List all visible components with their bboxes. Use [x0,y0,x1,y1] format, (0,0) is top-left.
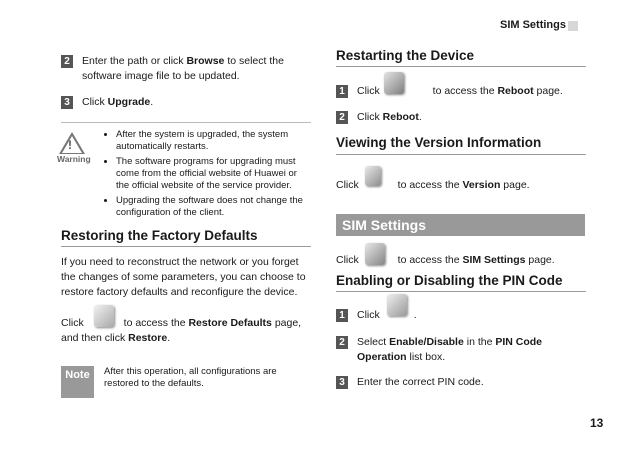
text-bold: SIM Settings [462,254,526,266]
click-word: Click [357,309,380,321]
page-number: 13 [590,416,604,430]
section-heading: Viewing the Version Information [336,135,542,150]
version-click-text [336,178,530,193]
warning-icon: ! [57,132,87,164]
step-number-badge: 2 [61,55,73,68]
section-heading: Restarting the Device [336,48,475,63]
text-post: page, [271,317,302,329]
section-heading: Restoring the Factory Defaults [61,228,258,243]
heading-rule [336,154,586,155]
text-bold: Restore Defaults [188,317,272,329]
paragraph-line: restore factory defaults and reconfigure the device. [61,286,298,298]
step-number-badge: 3 [336,376,348,389]
heading-rule [61,246,311,247]
step-text [82,54,284,84]
text-post: . [413,309,417,321]
click-word: Click [336,254,359,266]
step-number-badge: 2 [336,111,348,124]
step-text-pre: Enter the path or click [82,55,187,67]
step-text [357,110,422,125]
text-mid: to access the [394,179,463,191]
step-text-post: . [150,96,154,108]
text-bold: PIN Code [495,336,543,348]
warning-bullet: • After the system is upgraded, the system automatically restarts. [116,129,309,153]
text-post: page. [500,179,530,191]
step-text-line2: software image file to be updated. [82,70,240,82]
text-bold: Restore [128,332,168,344]
step-text [357,308,417,323]
text-pre: Click [357,111,383,123]
step-number-badge: 2 [336,336,348,349]
paragraph-line: If you need to reconstruct the network or you forget [61,256,299,268]
paragraph-line: the changes of some parameters, you can choose to [61,271,306,283]
text-post: page. [533,85,563,97]
step-text-post: to select the [224,55,284,67]
warning-bullet: • Upgrading the software does not change the configuration of the client. [116,195,309,219]
sim-click-text [336,253,555,268]
text-bold: Reboot [382,111,419,123]
text-bold: Version [462,179,501,191]
step-text [357,84,563,99]
step-text-bold: Upgrade [107,96,151,108]
warning-bullets [104,129,309,222]
divider [61,122,311,123]
step-text-pre: Click [82,96,108,108]
note-line: restored to the defaults. [104,378,204,389]
step-text-bold: Browse [186,55,225,67]
text-bold: Operation [357,351,407,363]
text-pre: Select [357,336,390,348]
step-text: Enter the correct PIN code. [357,376,484,388]
text-pre: and then click [61,332,129,344]
text-post: page. [525,254,555,266]
note-label: Note [61,366,94,398]
text-post: list box. [406,351,446,363]
step-text [82,95,153,110]
click-word: Click [357,85,380,97]
text-post: . [418,111,422,123]
step-number-badge: 1 [336,85,348,98]
text-mid: to access the [394,254,463,266]
step-text [357,335,542,365]
text-mid: to access the [429,85,498,97]
header-square-marker [568,21,578,31]
text-bold: Reboot [497,85,534,97]
page-header-title: SIM Settings [499,19,566,31]
text-post: . [167,332,171,344]
warning-bullet: • The software programs for upgrading must come from the official website of Huawei or the official website of the service provider. [116,156,309,192]
restore-click-text [61,316,316,346]
restore-paragraph [61,255,316,300]
heading-rule [336,291,586,292]
click-word: Click [61,317,84,329]
warning-label: Warning [57,154,91,164]
note-line: After this operation, all configurations are [104,366,277,377]
note-text [104,366,277,390]
sim-settings-banner: SIM Settings [336,214,585,236]
step-number-badge: 3 [61,96,73,109]
heading-rule [336,66,586,67]
text-mid: in the [463,336,496,348]
click-word: Click [336,179,359,191]
text-bold: Enable/Disable [389,336,464,348]
step-number-badge: 1 [336,309,348,322]
text-mid: to access the [120,317,189,329]
section-heading: Enabling or Disabling the PIN Code [336,273,563,288]
